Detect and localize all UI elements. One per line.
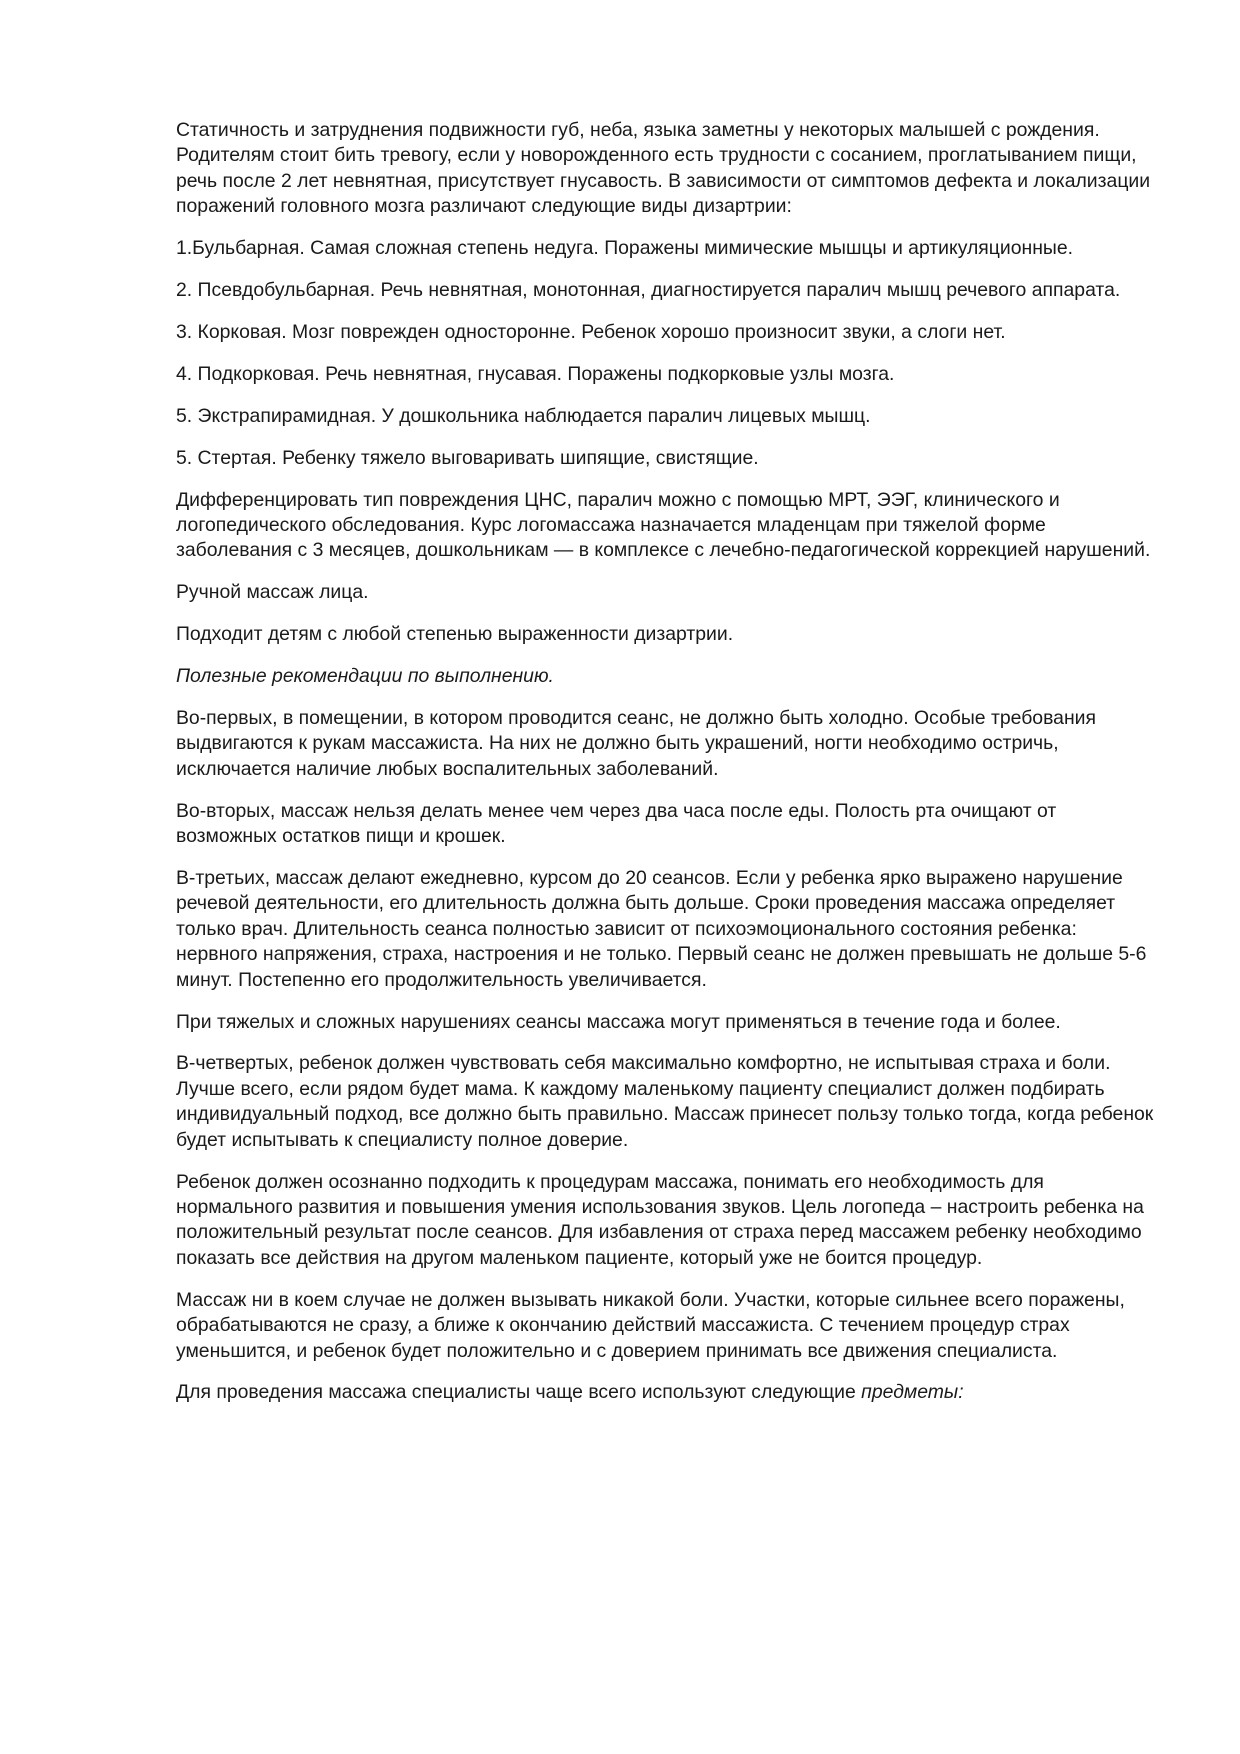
tools-intro-paragraph	[176, 1380, 1161, 1405]
child-attitude-paragraph: Ребенок должен осознанно подходить к процедурам массажа, понимать его необходимость для нормального развития и повышения умения использования звуков. Цель логопеда – настроить ребенка на положительный результат после сеансов. Для избавления от страха перед массажем ребенку необходимо показать все действия на другом маленьком пациенте, который уже не боится процедур.	[176, 1170, 1144, 1269]
list-item-erased: 5. Стертая. Ребенку тяжело выговаривать шипящие, свистящие.	[176, 446, 759, 469]
section-heading-manual-massage: Ручной массаж лица.	[176, 581, 369, 604]
no-pain-paragraph: Массаж ни в коем случае не должен вызывать никакой боли. Участки, которые сильнее всего поражены, обрабатываются не сразу, а ближе к окончанию действий массажиста. С течением процедур страх уменьшится, и ребенок будет положительно и с доверием принимать все движения специалиста.	[176, 1288, 1125, 1362]
document-body	[176, 118, 1161, 1422]
diagnosis-paragraph: Дифференцировать тип повреждения ЦНС, паралич можно с помощью МРТ, ЭЭГ, клинического и логопедического обследования. Курс логомассажа назначается младенцам при тяжелой форме заболевания с 3 месяцев, дошкольникам — в комплексе с лечебно-педагогической коррекцией нарушений.	[176, 488, 1151, 562]
recommendations-heading	[176, 664, 1161, 689]
list-item-bulbar: 1.Бульбарная. Самая сложная степень недуга. Поражены мимические мышцы и артикуляционные.	[176, 237, 1074, 260]
tools-intro-emphasis: предметы:	[861, 1381, 964, 1404]
recommendations-heading-text: Полезные рекомендации по выполнению.	[176, 665, 554, 688]
list-item-subcortical: 4. Подкорковая. Речь невнятная, гнусавая. Поражены подкорковые узлы мозга.	[176, 362, 895, 385]
fourth-recommendation: В-четвертых, ребенок должен чувствовать себя максимально комфортно, не испытывая страха и боли. Лучше всего, если рядом будет мама. К каждому маленькому пациенту специалист должен подбирать индивидуальный подход, все должно быть правильно. Массаж принесет пользу только тогда, когда ребенок будет испытывать к специалисту полное доверие.	[176, 1052, 1154, 1151]
list-item-pseudobulbar: 2. Псевдобульбарная. Речь невнятная, монотонная, диагностируется паралич мышц речевого аппарата.	[176, 279, 1121, 302]
second-recommendation: Во-вторых, массаж нельзя делать менее чем через два часа после еды. Полость рта очищают от возможных остатков пищи и крошек.	[176, 799, 1057, 848]
list-item-cortical: 3. Корковая. Мозг поврежден односторонне. Ребенок хорошо произносит звуки, а слоги нет.	[176, 320, 1006, 343]
list-item-extrapyramidal: 5. Экстрапирамидная. У дошкольника наблюдается паралич лицевых мышц.	[176, 404, 871, 427]
severe-cases-paragraph: При тяжелых и сложных нарушениях сеансы массажа могут применяться в течение года и более.	[176, 1010, 1061, 1033]
suitability-paragraph: Подходит детям с любой степенью выраженности дизартрии.	[176, 623, 734, 646]
intro-paragraph: Статичность и затруднения подвижности губ, неба, языка заметны у некоторых малышей с рождения. Родителям стоит бить тревогу, если у новорожденного есть трудности с сосанием, проглатыванием пищи, речь после 2 лет невнятная, присутствует гнусавость. В зависимости от симптомов дефекта и локализации поражений головного мозга различают следующие виды дизартрии:	[176, 119, 1151, 218]
first-recommendation: Во-первых, в помещении, в котором проводится сеанс, не должно быть холодно. Особые требования выдвигаются к рукам массажиста. На них не должно быть украшений, ногти необходимо остричь, исключается наличие любых воспалительных заболеваний.	[176, 707, 1096, 780]
third-recommendation: В-третьих, массаж делают ежедневно, курсом до 20 сеансов. Если у ребенка ярко выражено нарушение речевой деятельности, его длительность должна быть дольше. Сроки проведения массажа определяет только врач. Длительность сеанса полностью зависит от психоэмоционального состояния ребенка: нервного напряжения, страха, настроения и не только. Первый сеанс не должен превышать не дольше 5-6 минут. Постепенно его продолжительность увеличивается.	[176, 867, 1147, 991]
tools-intro-text: Для проведения массажа специалисты чаще всего используют следующие	[176, 1381, 862, 1404]
